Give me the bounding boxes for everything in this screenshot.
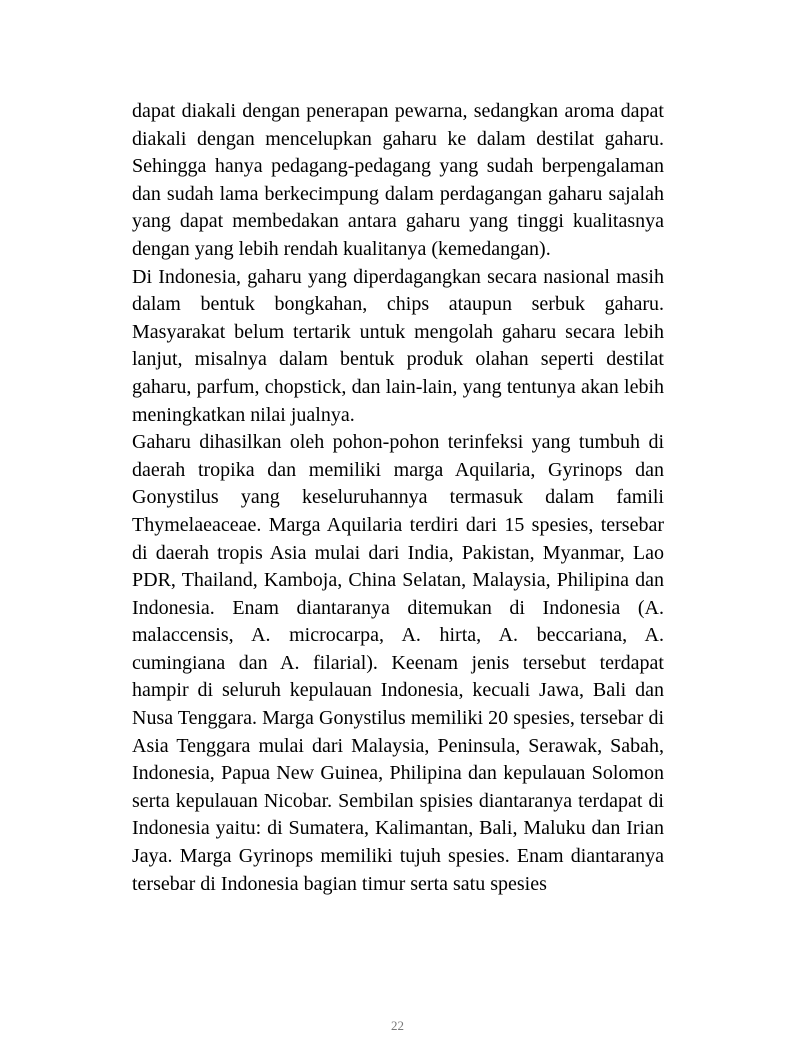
page-number: 22 [391, 1018, 404, 1033]
paragraph-1: dapat diakali dengan penerapan pewarna, sedangkan aroma dapat diakali dengan mencelupkan gaharu ke dalam destilat gaharu. Sehingga hanya pedagang-pedagang yang sudah berpengalaman dan sudah lama berkecimpung dalam perdagangan gaharu sajalah yang dapat membedakan antara gaharu yang tinggi kualitasnya dengan yang lebih rendah kualitanya (kemedangan). [132, 100, 664, 260]
paragraph-2: Di Indonesia, gaharu yang diperdagangkan secara nasional masih dalam bentuk bongkahan, chips ataupun serbuk gaharu. Masyarakat belum tertarik untuk mengolah gaharu secara lebih lanjut, misalnya dalam bentuk produk olahan seperti destilat gaharu, parfum, chopstick, dan lain-lain, yang tentunya akan lebih meningkatkan nilai jualnya. [132, 265, 664, 426]
body-text [132, 98, 664, 898]
paragraph-3: Gaharu dihasilkan oleh pohon-pohon terinfeksi yang tumbuh di daerah tropika dan memiliki marga Aquilaria, Gyrinops dan Gonystilus yang keseluruhannya termasuk dalam famili Thymelaeaceae. Marga Aquilaria terdiri dari 15 spesies, tersebar di daerah tropis Asia mulai dari India, Pakistan, Myanmar, Lao PDR, Thailand, Kamboja, China Selatan, Malaysia, Philipina dan Indonesia. Enam diantaranya ditemukan di Indonesia (A. malaccensis, A. microcarpa, A. hirta, A. beccariana, A. cumingiana dan A. filarial). Keenam jenis tersebut terdapat hampir di seluruh kepulauan Indonesia, kecuali Jawa, Bali dan Nusa Tenggara. Marga Gonystilus memiliki 20 spesies, tersebar di Asia Tenggara mulai dari Malaysia, Peninsula, Serawak, Sabah, Indonesia, Papua New Guinea, Philipina dan kepulauan Solomon serta kepulauan Nicobar. Sembilan spisies diantaranya terdapat di Indonesia yaitu: di Sumatera, Kalimantan, Bali, Maluku dan Irian Jaya. Marga Gyrinops memiliki tujuh spesies. Enam diantaranya tersebar di Indonesia bagian timur serta satu spesies [132, 431, 664, 895]
